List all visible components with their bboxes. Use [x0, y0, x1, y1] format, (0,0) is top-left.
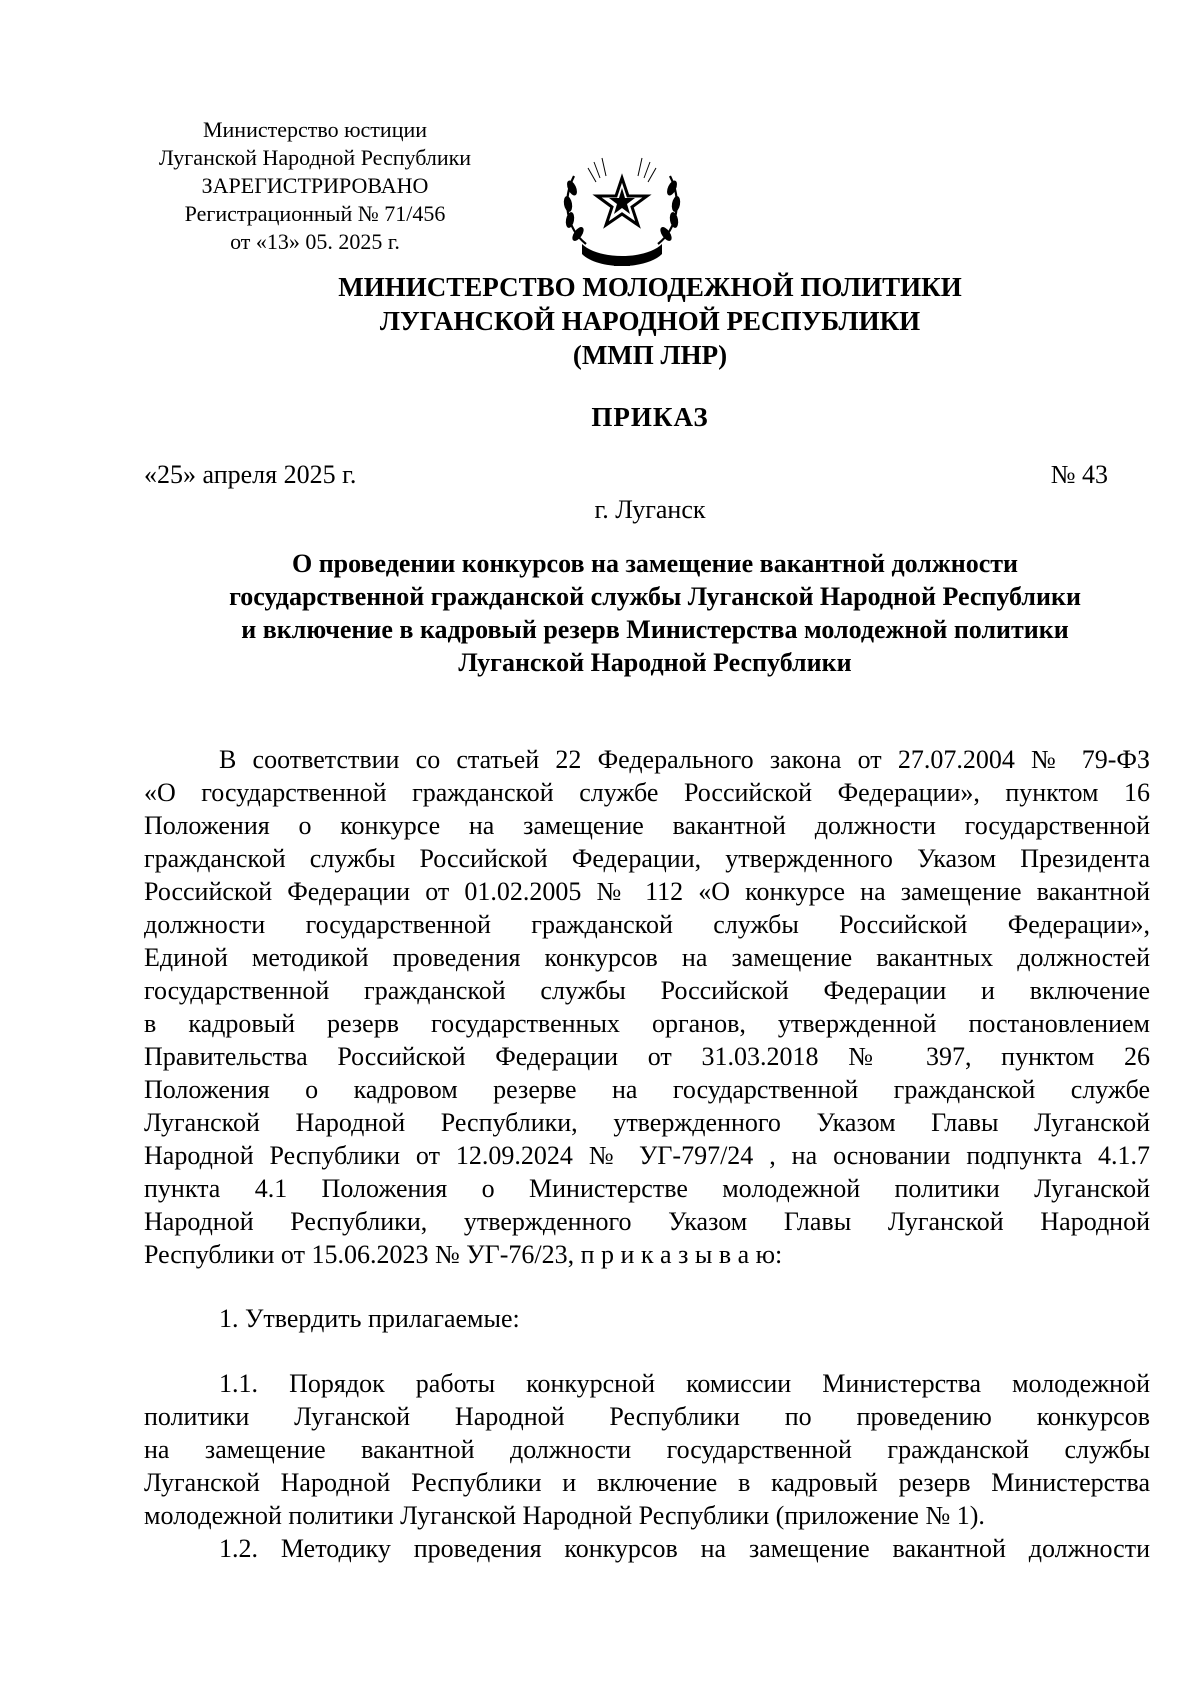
registration-stamp [130, 116, 500, 256]
stamp-line: Министерство юстиции [202, 117, 428, 142]
item-1-1-line: Луганской Народной Республики и включение в кадровый резерв Министерства [144, 1468, 1150, 1497]
item-1-1-line: на замещение вакантной должности государственной гражданской службы [144, 1435, 1150, 1464]
item-1-2 [144, 1532, 1150, 1565]
order-city: г. Луганск [594, 495, 706, 524]
preamble-line: Положения о конкурсе на замещение вакантной должности государственной [144, 811, 1150, 840]
preamble-line: «О государственной гражданской службе Российской Федерации», пунктом 16 [144, 778, 1150, 807]
preamble-line: В соответствии со статьей 22 Федерального закона от 27.07.2004 № 79-ФЗ [219, 745, 1150, 774]
order-date: «25» апреля 2025 г. [144, 460, 357, 489]
item-1 [144, 1302, 1150, 1335]
item-1-text: 1. Утвердить прилагаемые: [219, 1304, 520, 1333]
preamble-line: пункта 4.1 Положения о Министерстве молодежной политики Луганской [144, 1174, 1150, 1203]
subject-line: Луганской Народной Республики [458, 648, 852, 677]
preamble-paragraph [144, 743, 1150, 1271]
preamble-line: Народной Республики, утвержденного Указом Главы Луганской Народной [144, 1207, 1150, 1236]
stamp-line: Луганской Народной Республики [158, 145, 472, 170]
item-1-1-line: молодежной политики Луганской Народной Республики (приложение № 1). [144, 1501, 985, 1530]
subject-line: государственной гражданской службы Луганской Народной Республики [229, 582, 1081, 611]
preamble-line: Республики от 15.06.2023 № УГ-76/23, п р и к а з ы в а ю: [144, 1240, 783, 1269]
ministry-name-line: МИНИСТЕРСТВО МОЛОДЕЖНОЙ ПОЛИТИКИ [338, 272, 962, 302]
preamble-line: в кадровый резерв государственных органов, утвержденной постановлением [144, 1009, 1150, 1038]
item-1-1-line: 1.1. Порядок работы конкурсной комиссии Министерства молодежной [219, 1369, 1150, 1398]
stamp-line: ЗАРЕГИСТРИРОВАНО [201, 173, 429, 198]
subject-line: О проведении конкурсов на замещение вакантной должности [291, 549, 1019, 578]
preamble-line: Правительства Российской Федерации от 31.03.2018 № 397, пунктом 26 [144, 1042, 1150, 1071]
document-type: ПРИКАЗ [591, 402, 709, 432]
order-number: № 43 [1050, 460, 1108, 489]
preamble-line: государственной гражданской службы Российской Федерации и включение [144, 976, 1150, 1005]
subject-line: и включение в кадровый резерв Министерства молодежной политики [241, 615, 1069, 644]
preamble-line: Единой методикой проведения конкурсов на замещение вакантных должностей [144, 943, 1150, 972]
lnr-coat-of-arms-icon [548, 148, 696, 280]
ministry-header [100, 270, 1200, 372]
order-subject [110, 547, 1200, 679]
stamp-line: Регистрационный № 71/456 [184, 201, 446, 226]
item-1-1 [144, 1367, 1150, 1532]
preamble-line: Народной Республики от 12.09.2024 № УГ-797/24 , на основании подпункта 4.1.7 [144, 1141, 1150, 1170]
stamp-line: от «13» 05. 2025 г. [230, 229, 400, 254]
preamble-line: Луганской Народной Республики, утвержденного Указом Главы Луганской [144, 1108, 1150, 1137]
preamble-line: гражданской службы Российской Федерации, утвержденного Указом Президента [144, 844, 1150, 873]
preamble-line: Российской Федерации от 01.02.2005 № 112 «О конкурсе на замещение вакантной [144, 877, 1150, 906]
ministry-name-line: ЛУГАНСКОЙ НАРОДНОЙ РЕСПУБЛИКИ [379, 306, 921, 336]
ministry-abbreviation: (ММП ЛНР) [572, 340, 728, 370]
preamble-line: Положения о кадровом резерве на государственной гражданской службе [144, 1075, 1150, 1104]
item-1-1-line: политики Луганской Народной Республики по проведению конкурсов [144, 1402, 1150, 1431]
preamble-line: должности государственной гражданской службы Российской Федерации», [144, 910, 1150, 939]
item-1-2-line: 1.2. Методику проведения конкурсов на замещение вакантной должности [219, 1534, 1150, 1563]
